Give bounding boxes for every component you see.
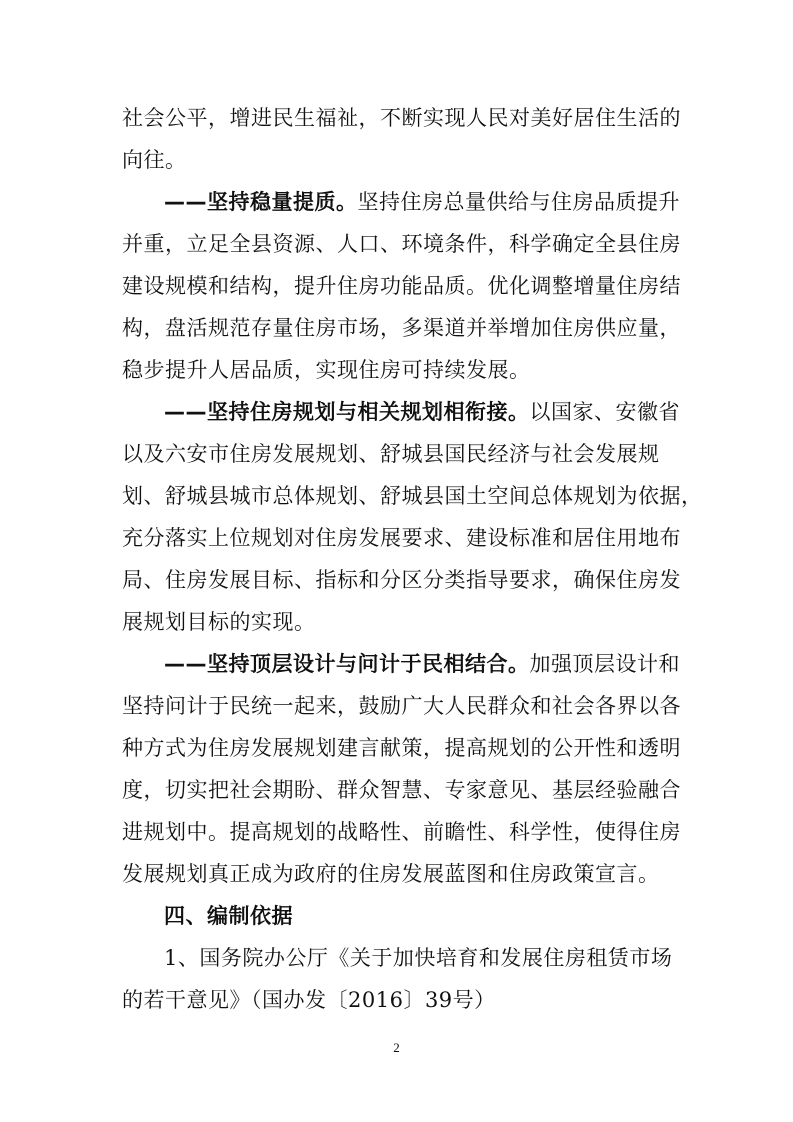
reference-item-1-line-1: 1、国务院办公厅《关于加快培育和发展住房租赁市场 (164, 946, 673, 970)
principle3-line-6: 发展规划真正成为政府的住房发展蓝图和住房政策宣言。 (122, 862, 660, 886)
principle3-first-line-text: 加强顶层设计和 (529, 652, 680, 676)
page-number: 2 (393, 1040, 400, 1055)
reference-item-1-line-2: 的若干意见》（国办发〔2016〕39号） (122, 988, 496, 1012)
principle2-line-4: 充分落实上位规划对住房发展要求、建设标准和居住用地布 (122, 526, 681, 550)
principle2-line-2: 以及六安市住房发展规划、舒城县国民经济与社会发展规 (122, 442, 660, 466)
principle1-lead: ——坚持稳量提质。 (164, 190, 358, 214)
principle3-line-2: 坚持问计于民统一起来，鼓励广大人民群众和社会各界以各 (122, 694, 681, 718)
principle2-first-line (164, 397, 682, 427)
principle2-first-line-text: 以国家、安徽省 (529, 400, 680, 424)
principle1-line-4: 构，盘活规范存量住房市场，多渠道并举增加住房供应量， (122, 316, 681, 340)
principle2-line-5: 局、住房发展目标、指标和分区分类指导要求，确保住房发 (122, 568, 681, 592)
principle1-first-line-text: 坚持住房总量供给与住房品质提升 (357, 190, 680, 214)
principle1-line-3: 建设规模和结构，提升住房功能品质。优化调整增量住房结 (122, 274, 681, 298)
principle2-line-6: 展规划目标的实现。 (122, 610, 316, 634)
principle1-line-2: 并重，立足全县资源、人口、环境条件，科学确定全县住房 (122, 232, 681, 256)
principle1-line-5: 稳步提升人居品质，实现住房可持续发展。 (122, 358, 531, 382)
principle2-line-3: 划、舒城县城市总体规划、舒城县国土空间总体规划为依据， (122, 484, 703, 508)
section-heading: 四、编制依据 (164, 904, 293, 928)
principle3-line-4: 度，切实把社会期盼、群众智慧、专家意见、基层经验融合 (122, 778, 681, 802)
intro-line-2: 向往。 (122, 148, 187, 172)
principle3-line-5: 进规划中。提高规划的战略性、前瞻性、科学性，使得住房 (122, 820, 681, 844)
principle3-line-3: 种方式为住房发展规划建言献策，提高规划的公开性和透明 (122, 736, 681, 760)
principle1-first-line (164, 187, 682, 217)
principle3-lead: ——坚持顶层设计与问计于民相结合。 (164, 652, 530, 676)
intro-line-1: 社会公平，增进民生福祉，不断实现人民对美好居住生活的 (122, 106, 681, 130)
principle2-lead: ——坚持住房规划与相关规划相衔接。 (164, 400, 530, 424)
principle3-first-line (164, 649, 682, 679)
